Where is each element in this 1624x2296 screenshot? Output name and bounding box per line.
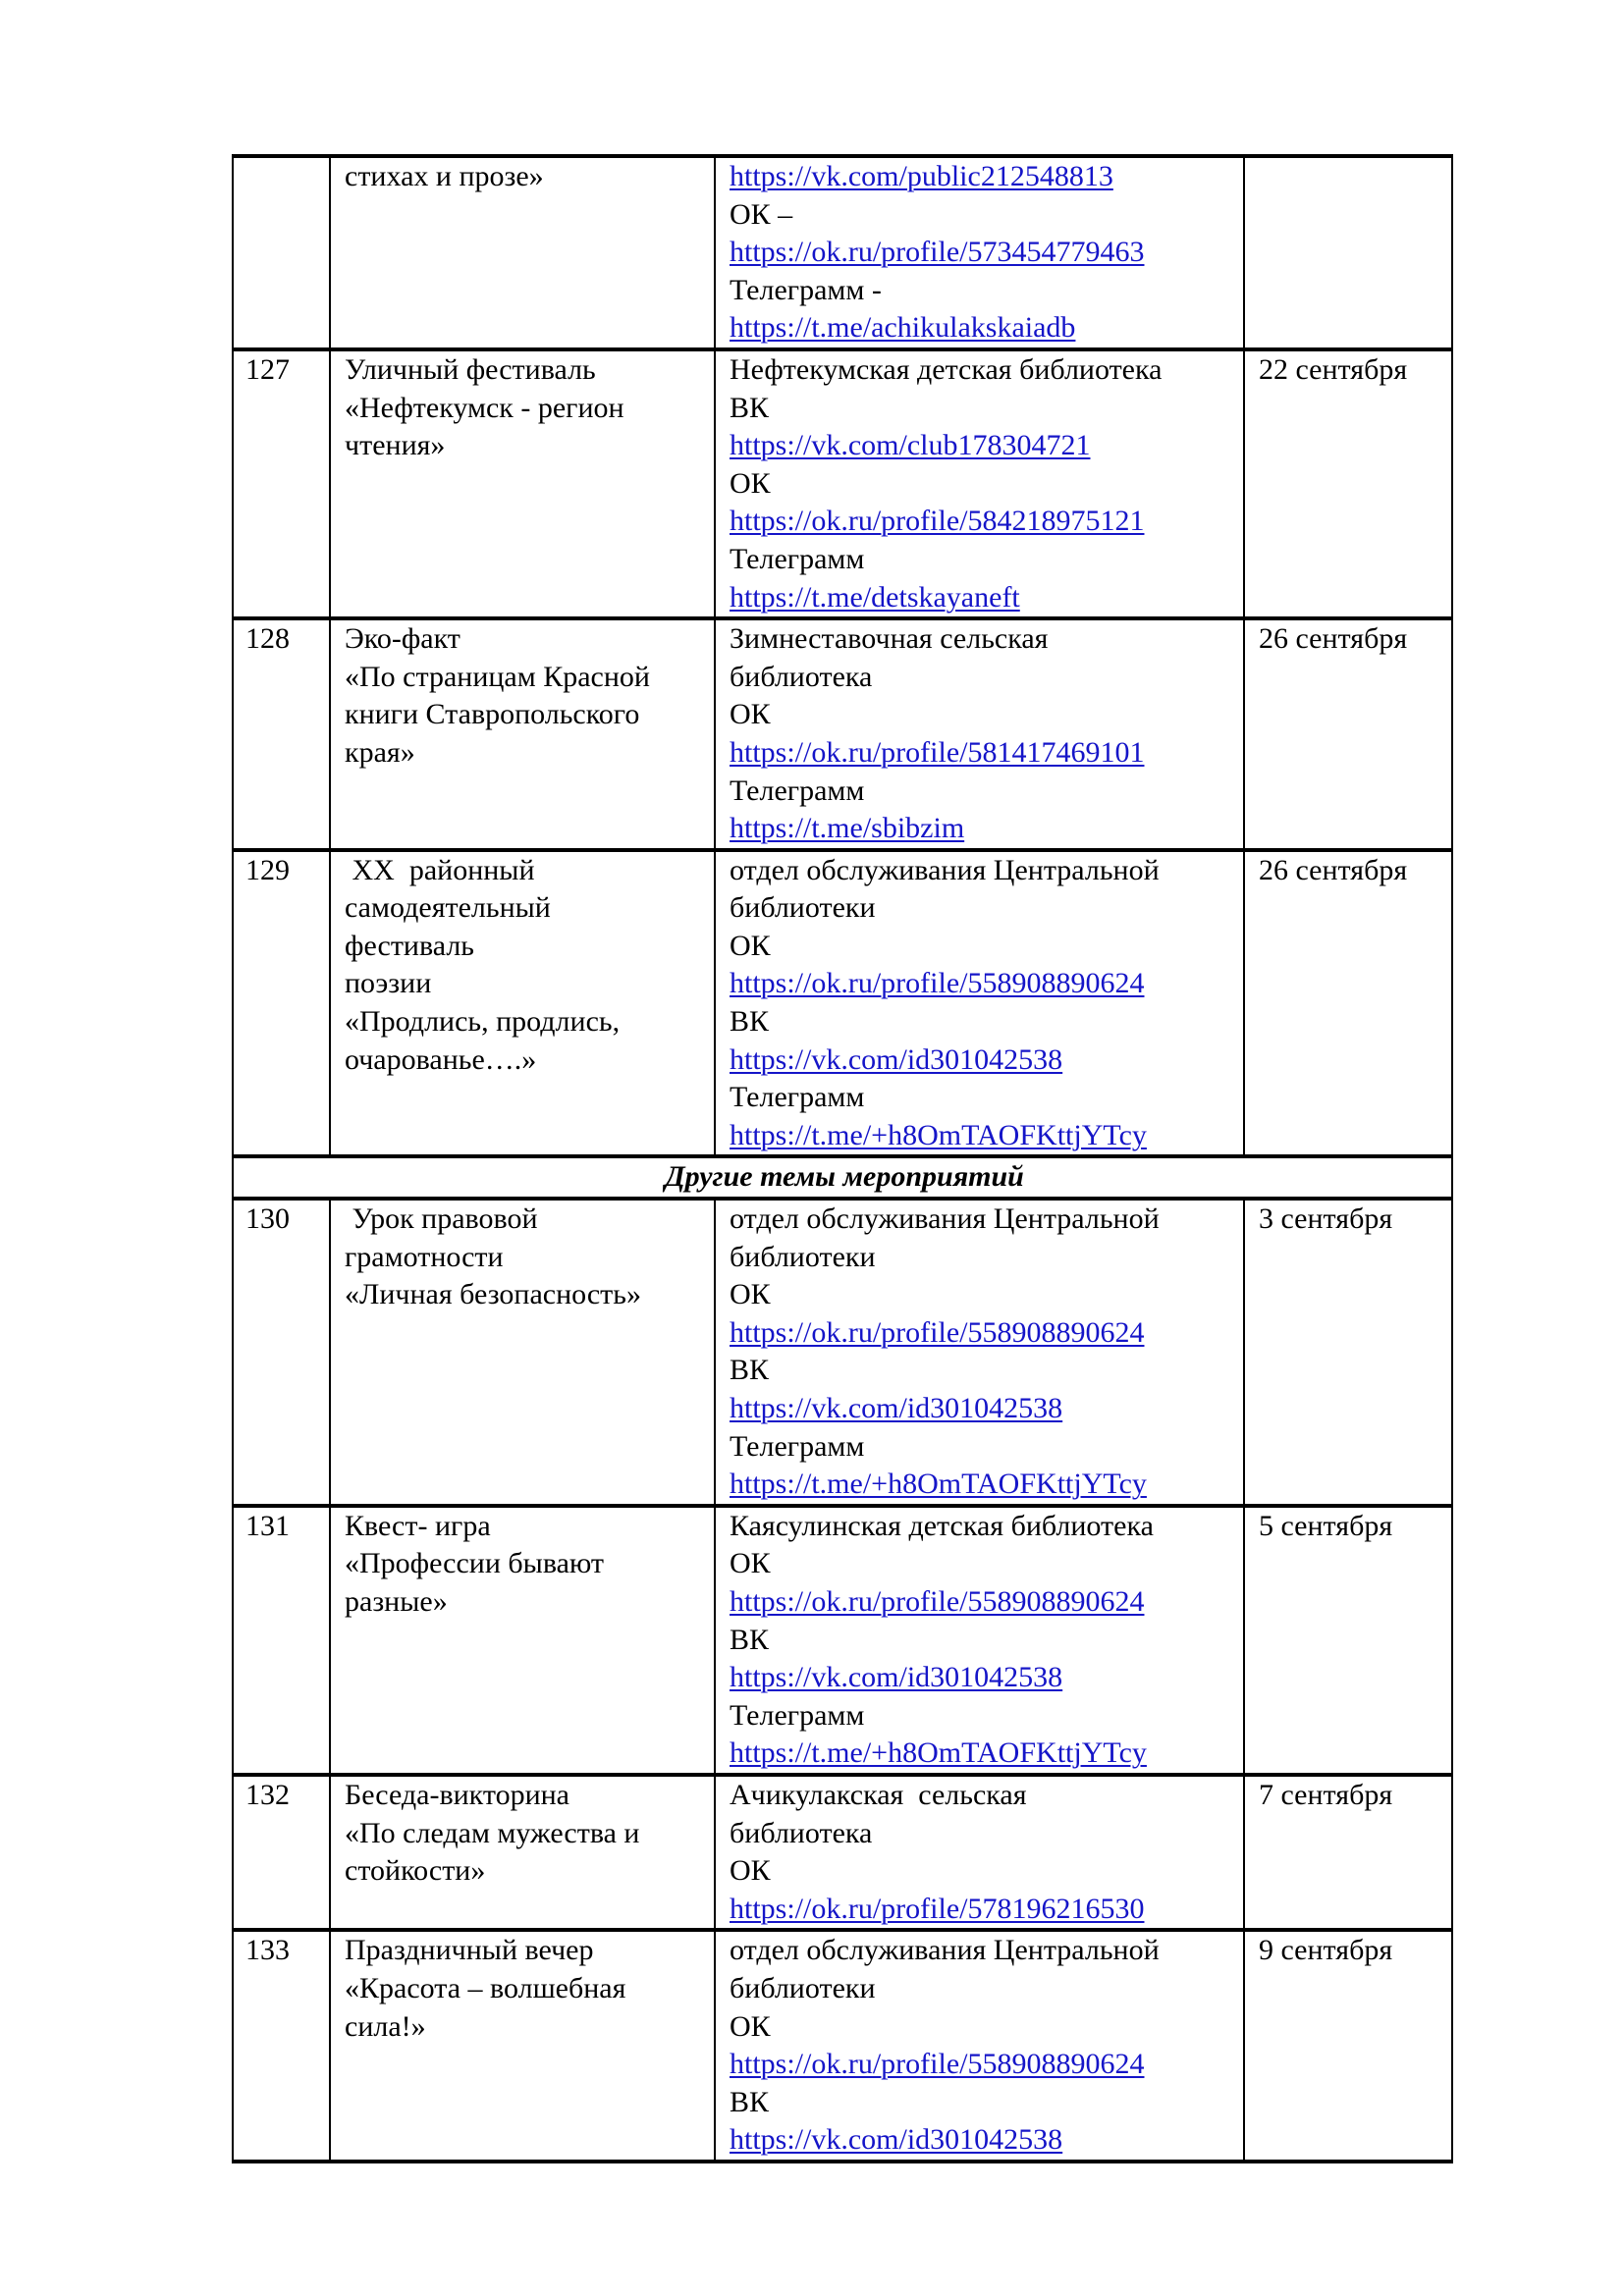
- venue-link-line: [730, 1466, 1237, 1504]
- event-date: 5 сентября: [1244, 1506, 1452, 1775]
- social-link[interactable]: https://t.me/+h8OmTAOFKttjYTcy: [730, 1468, 1147, 1501]
- social-link[interactable]: https://t.me/+h8OmTAOFKttjYTcy: [730, 1118, 1147, 1151]
- social-link[interactable]: https://vk.com/id301042538: [730, 1392, 1063, 1424]
- venue-text-line: ВК: [730, 1623, 770, 1656]
- venue-text-line: Телеграмм: [730, 1429, 865, 1463]
- event-title-line: очарованье….»: [345, 1042, 537, 1076]
- social-link[interactable]: https://vk.com/public212548813: [730, 160, 1113, 192]
- event-venue-cell: [715, 1930, 1244, 2162]
- social-link[interactable]: https://vk.com/club178304721: [730, 429, 1091, 462]
- venue-text-line: Телеграмм: [730, 1081, 865, 1114]
- event-row: [233, 349, 1452, 618]
- event-number: 132: [233, 1775, 330, 1930]
- venue-link-line: [730, 234, 1237, 272]
- event-title-line: чтения»: [345, 429, 446, 462]
- venue-text-line: ВК: [730, 2085, 770, 2118]
- event-venue-cell: [715, 1199, 1244, 1506]
- event-title-line: фестиваль: [345, 929, 474, 962]
- event-title-line: сила!»: [345, 2009, 426, 2043]
- venue-text-line: библиотека: [730, 1816, 873, 1849]
- event-title-line: стойкости»: [345, 1854, 486, 1888]
- event-number: 129: [233, 850, 330, 1157]
- venue-text-line: ОК: [730, 698, 771, 731]
- event-date: 22 сентября: [1244, 349, 1452, 618]
- event-row: [233, 1199, 1452, 1506]
- venue-text-line: ОК: [730, 1854, 771, 1888]
- social-link[interactable]: https://ok.ru/profile/558908890624: [730, 967, 1145, 1000]
- event-venue-cell: [715, 349, 1244, 618]
- event-title-cell: [330, 618, 715, 850]
- venue-text-line: отдел обслуживания Центральной: [730, 1934, 1160, 1967]
- event-title-cell: [330, 850, 715, 1157]
- venue-text-line: Нефтекумская детская библиотека: [730, 352, 1163, 386]
- venue-text-line: Телеграмм: [730, 542, 865, 575]
- event-number: 128: [233, 618, 330, 850]
- venue-text-line: отдел обслуживания Центральной: [730, 853, 1160, 886]
- venue-link-line: [730, 1735, 1237, 1773]
- event-title-line: грамотности: [345, 1240, 504, 1273]
- event-venue-cell: [715, 850, 1244, 1157]
- event-row: [233, 1930, 1452, 2162]
- event-title-cell: [330, 1775, 715, 1930]
- venue-link-line: [730, 427, 1237, 465]
- event-row: [233, 1775, 1452, 1930]
- event-title-cell: [330, 1930, 715, 2162]
- venue-link-line: [730, 2046, 1237, 2084]
- event-title-line: книги Ставропольского: [345, 698, 640, 731]
- event-title-cell: [330, 1199, 715, 1506]
- event-title-line: «По страницам Красной: [345, 660, 650, 693]
- event-row: [233, 1506, 1452, 1775]
- social-link[interactable]: https://vk.com/id301042538: [730, 1661, 1063, 1694]
- event-title-line: поэзии: [345, 967, 432, 1000]
- event-row: [233, 618, 1452, 850]
- venue-link-line: [730, 734, 1237, 773]
- venue-text-line: Каясулинская детская библиотека: [730, 1509, 1154, 1542]
- social-link[interactable]: https://ok.ru/profile/573454779463: [730, 236, 1145, 269]
- event-row: [233, 156, 1452, 349]
- venue-link-line: [730, 1390, 1237, 1428]
- section-header-row: [233, 1156, 1452, 1199]
- social-link[interactable]: https://ok.ru/profile/558908890624: [730, 1315, 1145, 1349]
- events-table-body: [233, 156, 1452, 2162]
- venue-text-line: библиотеки: [730, 1240, 876, 1273]
- social-link[interactable]: https://vk.com/id301042538: [730, 1042, 1063, 1076]
- venue-link-line: [730, 1041, 1237, 1080]
- event-title-cell: [330, 349, 715, 618]
- social-link[interactable]: https://t.me/achikulakskaiadb: [730, 311, 1076, 345]
- event-title-line: «Продлись, продлись,: [345, 1005, 621, 1039]
- event-title-line: разные»: [345, 1584, 448, 1618]
- event-title-line: стихах и прозе»: [345, 160, 544, 192]
- venue-text-line: библиотеки: [730, 1971, 876, 2004]
- event-number: 130: [233, 1199, 330, 1506]
- venue-text-line: Ачикулакская сельская: [730, 1778, 1027, 1811]
- event-title-line: Квест- игра: [345, 1509, 491, 1542]
- event-venue-cell: [715, 1775, 1244, 1930]
- event-number: [233, 156, 330, 349]
- event-title-line: Праздничный вечер: [345, 1934, 594, 1967]
- event-title-cell: [330, 156, 715, 349]
- event-venue-cell: [715, 1506, 1244, 1775]
- event-number: 131: [233, 1506, 330, 1775]
- social-link[interactable]: https://t.me/+h8OmTAOFKttjYTcy: [730, 1736, 1147, 1770]
- event-date: 7 сентября: [1244, 1775, 1452, 1930]
- event-date: 26 сентября: [1244, 850, 1452, 1157]
- event-date: 3 сентября: [1244, 1199, 1452, 1506]
- event-title-line: «Личная безопасность»: [345, 1278, 641, 1311]
- venue-text-line: ОК: [730, 1547, 771, 1580]
- event-venue-cell: [715, 618, 1244, 850]
- event-title-line: «Нефтекумск - регион: [345, 391, 624, 424]
- venue-text-line: Зимнеставочная сельская: [730, 622, 1049, 656]
- social-link[interactable]: https://ok.ru/profile/584218975121: [730, 505, 1145, 538]
- event-title-line: «Красота – волшебная: [345, 1971, 626, 2004]
- venue-text-line: библиотеки: [730, 891, 876, 925]
- social-link[interactable]: https://ok.ru/profile/558908890624: [730, 2048, 1145, 2081]
- venue-text-line: ОК: [730, 929, 771, 962]
- social-link[interactable]: https://ok.ru/profile/578196216530: [730, 1892, 1145, 1925]
- event-title-line: края»: [345, 735, 415, 769]
- venue-link-line: [730, 158, 1237, 196]
- venue-text-line: Телеграмм -: [730, 273, 882, 306]
- venue-text-line: Телеграмм: [730, 774, 865, 807]
- venue-text-line: ВК: [730, 1354, 770, 1387]
- event-number: 133: [233, 1930, 330, 2162]
- venue-text-line: ВК: [730, 391, 770, 424]
- event-date: 26 сентября: [1244, 618, 1452, 850]
- event-venue-cell: [715, 156, 1244, 349]
- event-date: [1244, 156, 1452, 349]
- venue-link-line: [730, 965, 1237, 1003]
- social-link[interactable]: https://ok.ru/profile/558908890624: [730, 1584, 1145, 1618]
- social-link[interactable]: https://t.me/sbibzim: [730, 812, 965, 845]
- venue-text-line: ОК: [730, 1278, 771, 1311]
- social-link[interactable]: https://t.me/detskayaneft: [730, 580, 1020, 614]
- events-table: [232, 154, 1453, 2163]
- event-number: 127: [233, 349, 330, 618]
- venue-text-line: библиотека: [730, 660, 873, 693]
- social-link[interactable]: https://vk.com/id301042538: [730, 2123, 1063, 2157]
- event-title-line: Урок правовой: [345, 1202, 538, 1236]
- venue-link-line: [730, 309, 1237, 347]
- venue-link-line: [730, 1583, 1237, 1622]
- event-title-cell: [330, 1506, 715, 1775]
- event-title-line: «По следам мужества и: [345, 1816, 640, 1849]
- venue-link-line: [730, 579, 1237, 617]
- venue-link-line: [730, 1314, 1237, 1353]
- event-title-line: «Профессии бывают: [345, 1547, 605, 1580]
- venue-text-line: ОК –: [730, 197, 793, 231]
- venue-text-line: Телеграмм: [730, 1698, 865, 1732]
- event-title-line: самодеятельный: [345, 891, 551, 925]
- social-link[interactable]: https://ok.ru/profile/581417469101: [730, 735, 1145, 769]
- section-title: Другие темы мероприятий: [233, 1156, 1452, 1199]
- venue-link-line: [730, 503, 1237, 541]
- event-date: 9 сентября: [1244, 1930, 1452, 2162]
- event-title-line: XX районный: [345, 853, 535, 886]
- venue-text-line: ОК: [730, 2009, 771, 2043]
- venue-text-line: ОК: [730, 466, 771, 500]
- event-title-line: Эко-факт: [345, 622, 460, 656]
- event-row: [233, 850, 1452, 1157]
- venue-link-line: [730, 2121, 1237, 2160]
- venue-link-line: [730, 810, 1237, 848]
- venue-link-line: [730, 1117, 1237, 1155]
- venue-text-line: ВК: [730, 1005, 770, 1039]
- venue-text-line: отдел обслуживания Центральной: [730, 1202, 1160, 1236]
- venue-link-line: [730, 1891, 1237, 1929]
- venue-link-line: [730, 1659, 1237, 1697]
- event-title-line: Беседа-викторина: [345, 1778, 569, 1811]
- event-title-line: Уличный фестиваль: [345, 352, 596, 386]
